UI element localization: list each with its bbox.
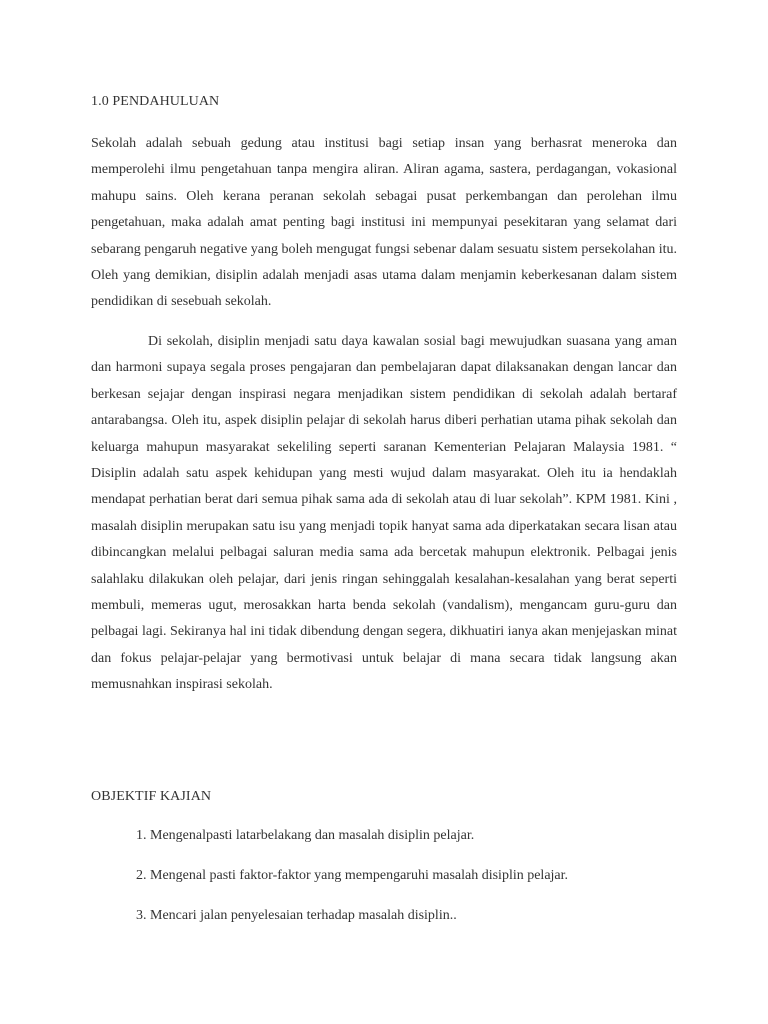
- objective-item-2: 2. Mengenal pasti faktor-faktor yang mempengaruhi masalah disiplin pelajar.: [136, 868, 569, 883]
- objective-item-3: 3. Mencari jalan penyelesaian terhadap masalah disiplin..: [136, 908, 457, 923]
- section-heading-objektif: OBJEKTIF KAJIAN: [91, 789, 212, 804]
- paragraph-intro: Sekolah adalah sebuah gedung atau institusi bagi setiap insan yang berhasrat meneroka dan memperolehi ilmu pengetahuan tanpa mengira aliran. Aliran agama, sastera, perdagangan, vokasional mahupu sains. Oleh kerana peranan sekolah sebagai pusat perkembangan dan perolehan ilmu pengetahuan, maka adalah amat penting bagi institusi ini mempunyai pesekitaran yang selamat dari sebarang pengaruh negative yang boleh mengugat fungsi sebenar dalam sesuatu sistem persekolahan itu. Oleh yang demikian, disiplin adalah menjadi asas utama dalam menjamin keberkesanan dalam sistem pendidikan di sesebuah sekolah.: [91, 136, 677, 310]
- objective-item-1: 1. Mengenalpasti latarbelakang dan masalah disiplin pelajar.: [136, 828, 475, 843]
- section-heading-pendahuluan: 1.0 PENDAHULUAN: [91, 94, 220, 109]
- paragraph-discipline: Di sekolah, disiplin menjadi satu daya kawalan sosial bagi mewujudkan suasana yang aman dan harmoni supaya segala proses pengajaran dan pembelajaran dapat dilaksanakan dengan lancar dan berkesan sejajar dengan inspirasi negara menjadikan sistem pendidikan di sekolah adalah bertaraf antarabangsa. Oleh itu, aspek disiplin pelajar di sekolah harus diberi perhatian utama pihak sekolah dan keluarga mahupun masyarakat sekeliling seperti saranan Kementerian Pelajaran Malaysia 1981. “ Disiplin adalah satu aspek kehidupan yang mesti wujud dalam masyarakat. Oleh itu ia hendaklah mendapat perhatian berat dari semua pihak sama ada di sekolah atau di luar sekolah”. KPM 1981. Kini , masalah disiplin merupakan satu isu yang menjadi topik hanyat sama ada diperkatakan secara lisan atau dibincangkan melalui pelbagai saluran media sama ada bercetak mahupun elektronik. Pelbagai jenis salahlaku dilakukan oleh pelajar, dari jenis ringan sehinggalah kesalahan-kesalahan yang berat seperti membuli, memeras ugut, merosakkan harta benda sekolah (vandalism), mengancam guru-guru dan pelbagai lagi. Sekiranya hal ini tidak dibendung dengan segera, dikhuatiri ianya akan menjejaskan minat dan fokus pelajar-pelajar yang bermotivasi untuk belajar di mana secara tidak langsung akan memusnahkan inspirasi sekolah.: [91, 334, 677, 693]
